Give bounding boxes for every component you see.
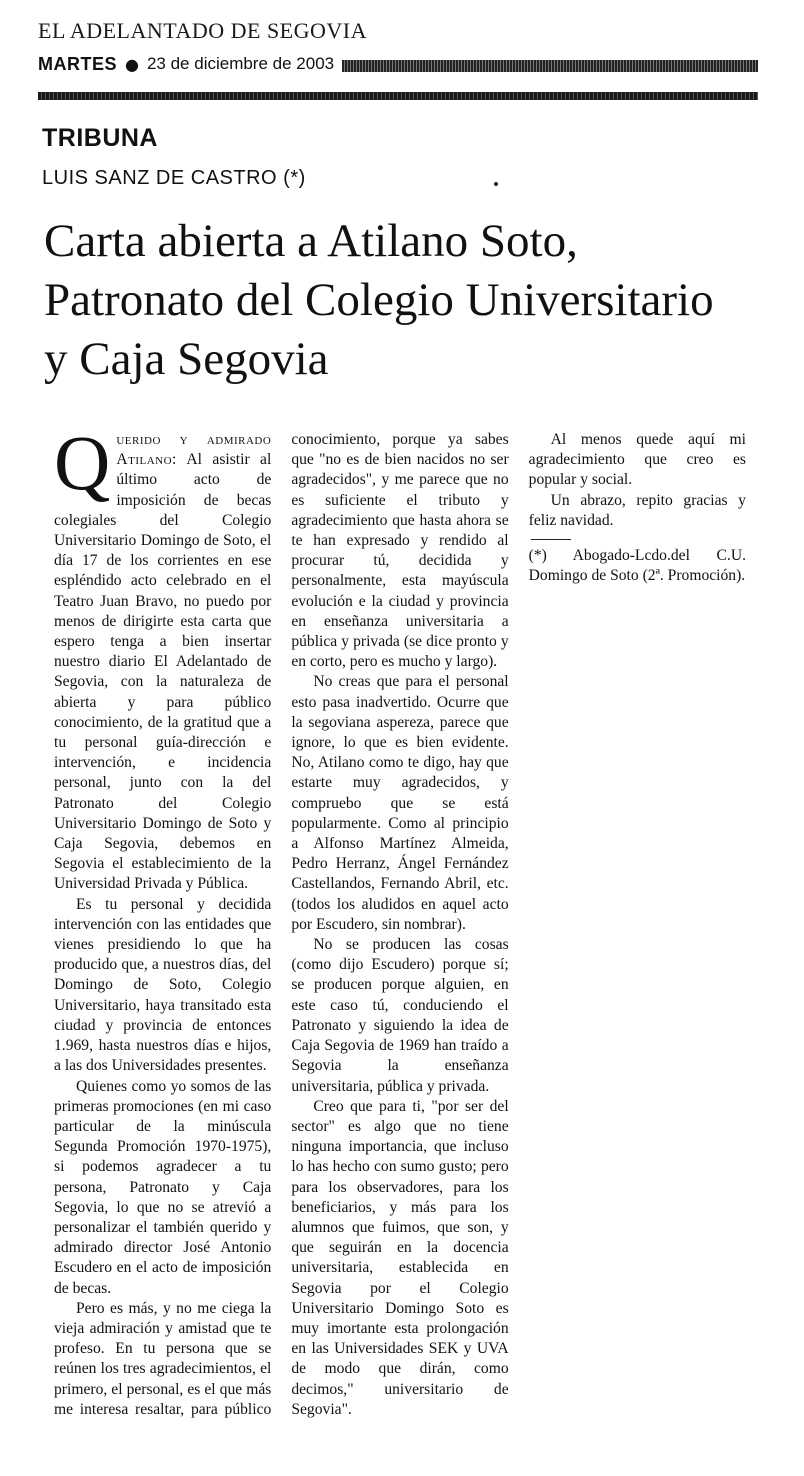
article-paragraph: Quienes como yo somos de las primeras promociones (en mi caso particular de la minúscula Segunda Promoción 1970-1975), si podemos agradecer a tu persona, Patronato y Caja Segovia, lo que no se atrevió a personalizar el también querido y admirado director José Antonio Escudero en el acto de imposición de becas. <box>54 1077 272 1297</box>
dateline-rule <box>342 60 758 72</box>
section-label-text: TRIBUNA <box>42 124 158 152</box>
salutation: uerido y admirado Atilano: <box>116 431 272 469</box>
article-paragraph: Creo que para ti, "por ser del sector" es algo que no tiene ninguna importancia, que incluso lo has hecho con sumo gusto; pero para los observadores, para los beneficiarios, y más para los alumnos que fuimos, que son, y que seguirán en la docencia universitaria, establecida en Segovia por el Colegio Universitario Domingo Soto es muy imortante esta prolongación en las Universidades SEK y UVA de modo que dirán, como decimos," universitario de Segovia". <box>291 1097 509 1418</box>
article-paragraph <box>54 419 272 895</box>
dateline <box>38 51 758 77</box>
bullet-dot-icon: ● <box>125 54 139 74</box>
author-name: LUIS SANZ DE CASTRO (*) <box>42 167 306 189</box>
dateline-date: 23 de diciembre de 2003 <box>146 54 335 73</box>
article-paragraph: Es tu personal y decidida intervención con las entidades que vienes presidiendo lo que ha producido que, a nuestros días, del Domingo de Soto, Colegio Universitario, haya transitado esta ciudad y provincia de entonces 1.969, hasta nuestros días e hijos, a las dos Universidades presentes. <box>54 895 272 1075</box>
header-divider <box>38 92 758 100</box>
article-paragraph: No se producen las cosas (como dijo Escudero) porque sí; se producen porque alguien, en este caso tú, conduciendo el Patronato y siguiendo la idea de Caja Segovia de 1969 han traído a Segovia la enseñanza universitaria, pública y privada. <box>291 936 509 1095</box>
footnote-divider <box>531 539 571 540</box>
paragraph-text: Al asistir al último acto de imposición de becas colegiales del Colegio Universitario Domingo de Soto, el día 17 de los corrientes en ese espléndido acto celebrado en el Teatro Juan Bravo, no puedo por menos de dirigirte esta carta que espero tenga a bien insertar nuestro diario El Adelantado de Segovia, con la naturaleza de abierta y para público conocimiento, de la gratitud que a tu personal guía-dirección e intervención, e incidencia personal, junto con la del Patronato del Colegio Universitario Domingo de Soto y Caja Segovia, debemos en Segovia el establecimiento de la Universidad Privada y Pública. <box>54 451 272 893</box>
article-body <box>54 419 746 1440</box>
drop-cap: Q <box>54 419 111 506</box>
section-label <box>42 124 158 153</box>
author-footnote: (*) Abogado-Lcdo.del C.U. Domingo de Soto (2ª. Promoción). <box>528 547 746 585</box>
dateline-day: MARTES <box>38 53 117 74</box>
article-paragraph: Pero es más, y no me ciega la vieja admiración y amistad que te profeso. En tu persona que se reúnen los tres agradecimientos, el primero, el personal, es el que más me interesa resaltar, para público conocimiento, porque ya sabes que "no es de bien nacidos no ser agradecidos", y me parece que no es suficiente el tributo y agradecimiento que hasta ahora se te han expresado y rendido al procurar tú, decidida y personalmente, esta mayúscula evolución e la ciudad y provincia en enseñanza universitaria a pública y privada (se dice pronto y en corto, pero es mucho y largo). <box>54 431 509 1418</box>
article-paragraph: No creas que para el personal esto pasa inadvertido. Ocurre que la segoviana aspereza, parece que ignore, lo que es bien evidente. No, Atilano como te digo, hay que estarte muy agradecidos, y compruebo que se está popularmente. Como al principio a Alfonso Martínez Almeida, Pedro Herranz, Ángel Fernández Castellandos, Fernando Abril, etc.(todos los aludidos en aquel acto por Escudero, sin nombrar). <box>291 673 509 933</box>
print-speck <box>494 182 498 186</box>
article-paragraph: Un abrazo, repito gracias y feliz navidad. <box>528 491 746 529</box>
newspaper-masthead: EL ADELANTADO DE SEGOVIA <box>38 18 367 43</box>
article-paragraph: Al menos quede aquí mi agradecimiento que creo es popular y social. <box>528 431 746 489</box>
author-byline <box>42 167 306 190</box>
article-headline: Carta abierta a Atilano Soto, Patronato del Colegio Universitario y Caja Segovia <box>44 215 714 385</box>
